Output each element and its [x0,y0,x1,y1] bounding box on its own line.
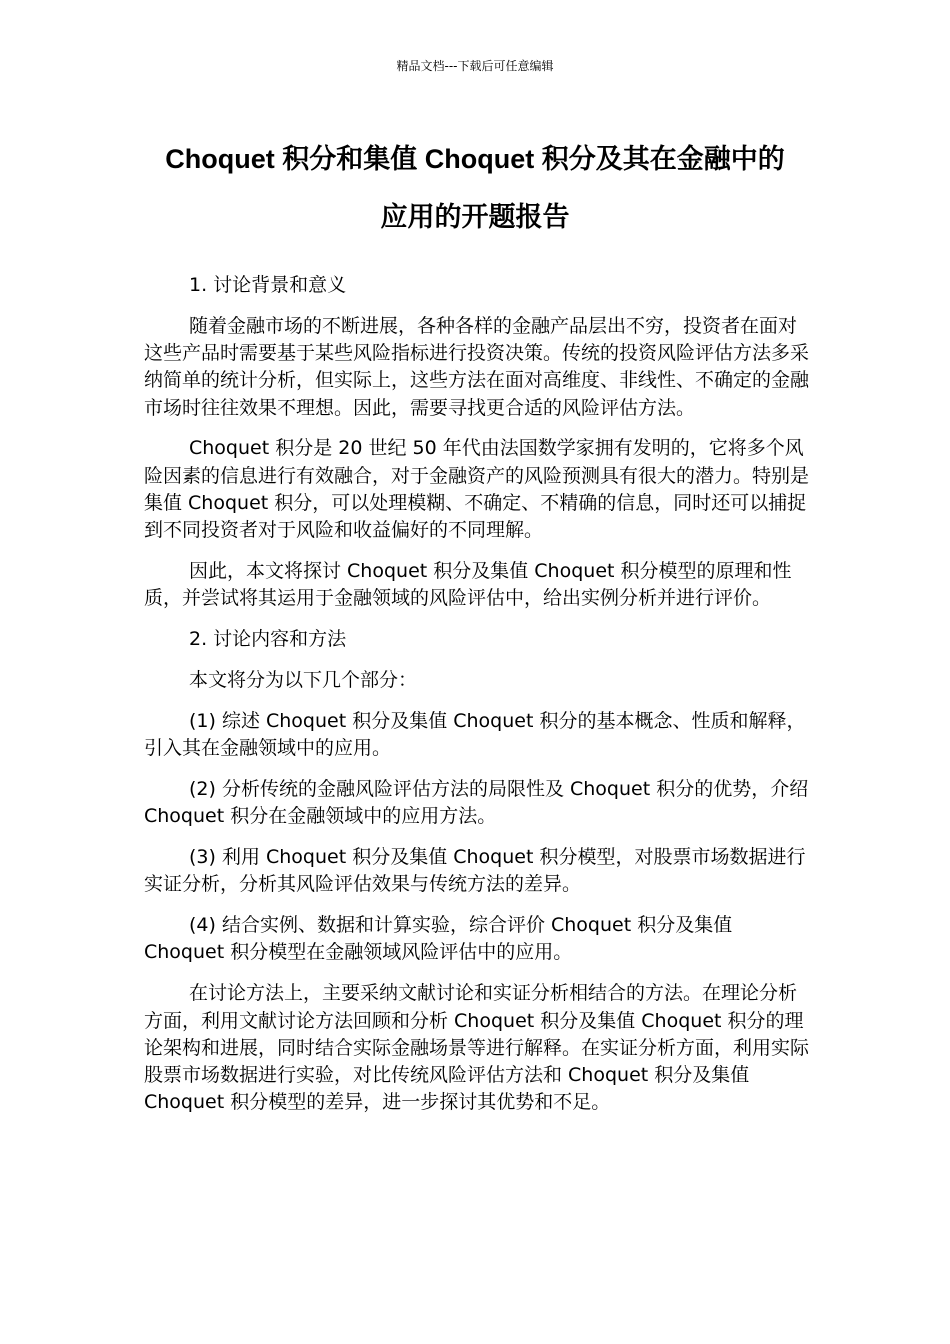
paragraph-method: 在讨论方法上，主要采纳文献讨论和实证分析相结合的方法。在理论分析方面，利用文献讨论方法回顾和分析 Choquet 积分及集值 Choquet 积分的理论架构和进展，同时结合实际金融场景等进行解释。在实证分析方面，利用实际股票市场数据进行实验，对比传统风险评估方法和 Choquet 积分及集值 Choquet 积分模型的差异，进一步探讨其优势和不足。 [144,982,810,1114]
paragraph-background-2: Choquet 积分是 20 世纪 50 年代由法国数学家拥有发明的，它将多个风险因素的信息进行有效融合，对于金融资产的风险预测具有很大的潜力。特别是集值 Choquet 积分，可以处理模糊、不确定、不精确的信息，同时还可以捕捉到不同投资者对于风险和收益偏好的不同理解。 [144,437,810,542]
title-line-2: 应用的开题报告 [380,202,570,232]
page-header: 精品文档---下载后可任意编辑 [396,59,554,73]
list-item-3: (3) 利用 Choquet 积分及集值 Choquet 积分模型，对股票市场数据进行实证分析，分析其风险评估效果与传统方法的差异。 [144,846,806,896]
paragraph-content-intro: 本文将分为以下几个部分： [189,669,418,692]
paragraph-background-3: 因此，本文将探讨 Choquet 积分及集值 Choquet 积分模型的原理和性质，并尝试将其运用于金融领域的风险评估中，给出实例分析并进行评价。 [144,560,792,610]
document-title [130,130,820,246]
list-item-2: (2) 分析传统的金融风险评估方法的局限性及 Choquet 积分的优势，介绍 Choquet 积分在金融领域中的应用方法。 [144,777,809,828]
paragraph-background-1: 随着金融市场的不断进展，各种各样的金融产品层出不穷，投资者在面对这些产品时需要基于某些风险指标进行投资决策。传统的投资风险评估方法多采纳简单的统计分析，但实际上，这些方法在面对高维度、非线性、不确定的金融市场时往往效果不理想。因此，需要寻找更合适的风险评估方法。 [144,314,810,419]
document-body [144,272,809,1130]
section-heading-content-method: 2. 讨论内容和方法 [189,628,347,651]
list-item-1: (1) 综述 Choquet 积分及集值 Choquet 积分的基本概念、性质和解释，引入其在金融领域中的应用。 [144,709,806,760]
section-heading-background: 1. 讨论背景和意义 [189,274,347,296]
title-line-1: Choquet 积分和集值 Choquet 积分及其在金融中的 [165,144,785,174]
list-item-4: (4) 结合实例、数据和计算实验，综合评价 Choquet 积分及集值 Choquet 积分模型在金融领域风险评估中的应用。 [144,914,733,964]
